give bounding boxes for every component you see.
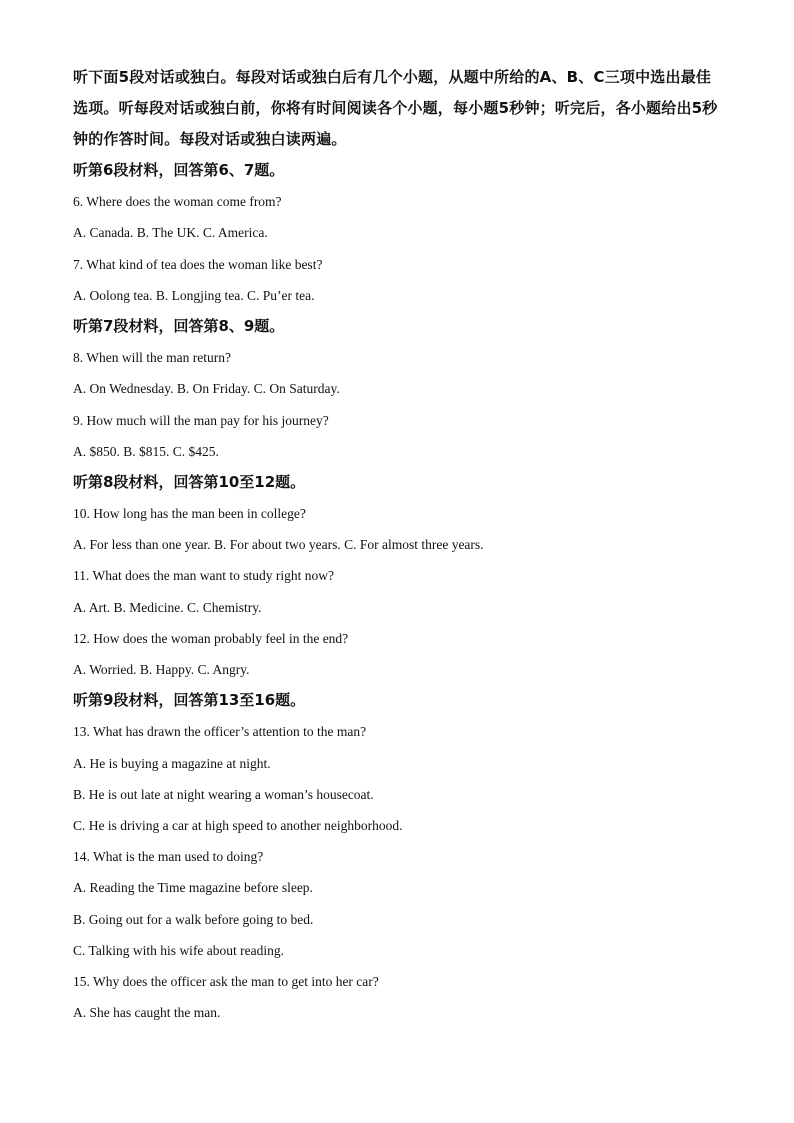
answer-options: A. She has caught the man. (73, 1005, 221, 1021)
question-blocks (73, 155, 723, 1028)
document-page (73, 62, 723, 1028)
question-text: 11. What does the man want to study right now? (73, 568, 334, 584)
section-heading: 听第9段材料，回答第13至16题。 (73, 691, 306, 710)
answer-options: A. He is buying a magazine at night. (73, 755, 271, 771)
answer-options: A. Art. B. Medicine. C. Chemistry. (73, 599, 262, 615)
question-text: 12. How does the woman probably feel in the end? (73, 630, 349, 646)
answer-options: A. Reading the Time magazine before sleep. (73, 880, 313, 896)
question-text: 14. What is the man used to doing? (73, 849, 264, 865)
question-text: 7. What kind of tea does the woman like best? (73, 256, 323, 272)
answer-options: C. Talking with his wife about reading. (73, 942, 285, 958)
answer-options: A. For less than one year. B. For about two years. C. For almost three years. (73, 537, 484, 553)
question-text: 15. Why does the officer ask the man to get into her car? (73, 973, 379, 989)
question-text: 9. How much will the man pay for his journey? (73, 412, 329, 428)
answer-options: A. Canada. B. The UK. C. America. (73, 225, 268, 241)
question-text: 10. How long has the man been in college? (73, 506, 306, 522)
answer-options: A. Worried. B. Happy. C. Angry. (73, 662, 250, 677)
answer-options: C. He is driving a car at high speed to another neighborhood. (73, 817, 403, 833)
answer-options: A. $850. B. $815. C. $425. (73, 443, 219, 459)
instructions-paragraph: 听下面5段对话或独白。每段对话或独白后有几个小题，从题中所给的A、B、C三项中选出最佳选项。听每段对话或独白前，你将有时间阅读各个小题，每小题5秒钟；听完后，各小题给出5秒钟的作答时间。每段对话或独白读两遍。 (73, 68, 718, 148)
section-heading: 听第8段材料，回答第10至12题。 (73, 472, 306, 491)
question-text: 6. Where does the woman come from? (73, 194, 282, 210)
answer-options: A. On Wednesday. B. On Friday. C. On Saturday. (73, 381, 340, 397)
question-text: 13. What has drawn the officer’s attention to the man? (73, 724, 367, 740)
answer-options: A. Oolong tea. B. Longjing tea. C. Pu’er tea. (73, 287, 315, 303)
section-heading: 听第6段材料，回答第6、7题。 (73, 161, 285, 179)
question-text: 8. When will the man return? (73, 350, 231, 366)
section-heading: 听第7段材料，回答第8、9题。 (73, 316, 285, 335)
answer-options: B. He is out late at night wearing a woman’s housecoat. (73, 786, 374, 802)
answer-options: B. Going out for a walk before going to bed. (73, 911, 314, 927)
